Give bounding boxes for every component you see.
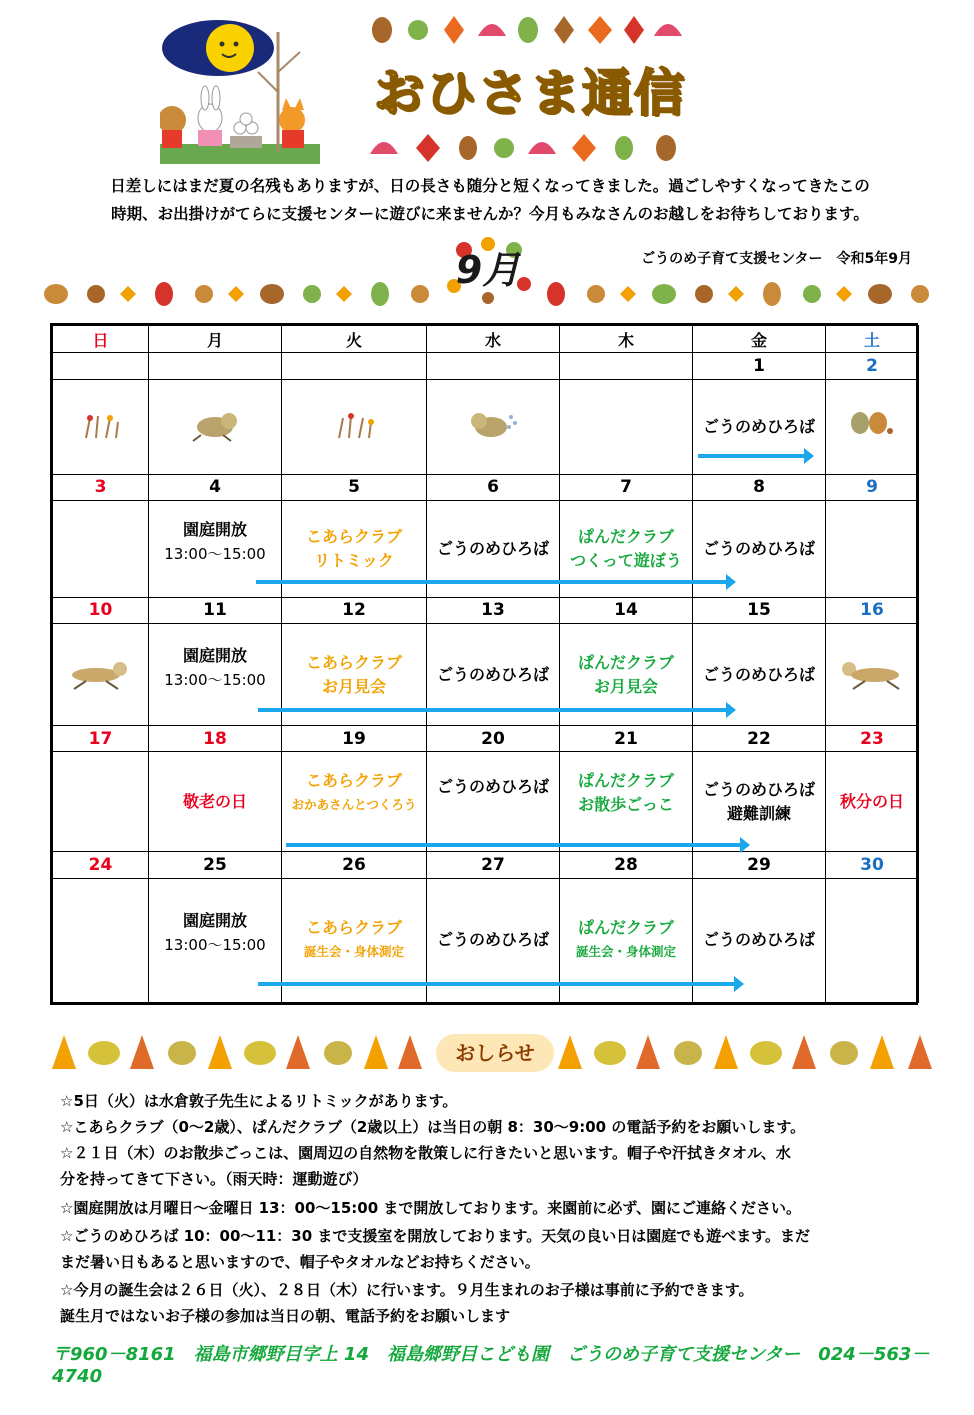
date-cell: 7 [560,474,693,500]
event-text: つくって遊ぼう [570,550,682,570]
notice-line-9: 誕生月ではないお子様の参加は当日の朝、電話予約をお願いします [60,1307,511,1325]
date-cell: 2 [826,353,919,379]
event-text: ごうのめひろば [702,664,815,684]
event-text: こあらクラブ [305,770,402,790]
event-text: おかあさんとつくろう [291,796,417,812]
date-cell: 10 [53,597,149,623]
weekday-tue: 火 [282,326,427,353]
event-cell [53,379,149,474]
event-text: ぱんだクラブ [577,770,674,790]
event-cell [826,379,919,474]
notice-line-7: まだ暑い日もあると思いますので、帽子やタオルなどお持ちください。 [60,1253,540,1271]
event-text: ごうのめひろば [436,930,549,950]
period-arrow-week2 [256,580,730,584]
event-cell [427,752,560,852]
event-text: ぱんだクラブ [577,652,674,672]
date-cell [282,353,427,379]
event-cell [826,878,919,1002]
event-text: ごうのめひろば [702,416,815,436]
event-time: 13:00～15:00 [164,544,266,563]
event-cell [53,624,149,726]
notice-line-5: ☆園庭開放は月曜日～金曜日 13：00～15:00 まで開放しております。来園前に必ず、園にご連絡ください。 [60,1199,801,1217]
acorn-border-right [536,272,936,312]
event-text: ぱんだクラブ [577,918,674,938]
event-cell [282,379,427,474]
date-cell [427,353,560,379]
pampas-grass-icon [76,410,126,440]
event-text: ごうのめひろば [436,776,549,796]
date-cell: 13 [427,597,560,623]
date-cell: 11 [149,597,282,623]
event-text: 園庭開放 [182,911,247,931]
date-cell: 29 [693,852,826,878]
calendar-table [52,325,919,1003]
date-row [53,726,919,752]
event-cell [149,379,282,474]
date-row [53,597,919,623]
weekday-fri: 金 [693,326,826,353]
date-cell: 5 [282,474,427,500]
event-text: こあらクラブ [305,652,402,672]
notice-line-3: ☆２１日（木）のお散歩ごっこは、園周辺の自然物を散策しに行きたいと思います。帽子や汗拭きタオル、水 [60,1144,791,1162]
date-cell: 26 [282,852,427,878]
notice-line-1: ☆5日（火）は水倉敦子先生によるリトミックがあります。 [60,1092,458,1110]
autumn-leaves-decoration-top [368,6,688,50]
event-text: ごうのめひろば [702,538,815,558]
weekday-sat: 土 [826,326,919,353]
month-label: 9月 [455,248,521,292]
event-text: ごうのめひろば [436,538,549,558]
event-text: 避難訓練 [726,803,791,823]
date-cell [149,353,282,379]
date-cell: 1 [693,353,826,379]
date-cell: 19 [282,726,427,752]
weekday-sun: 日 [53,326,149,353]
date-cell: 23 [826,726,919,752]
event-text: こあらクラブ [305,526,402,546]
notice-line-2: ☆こあらクラブ（0～2歳）、ぱんだクラブ（2歳以上）は当日の朝 8：30～9:00 の電話予約をお願いします。 [60,1118,806,1136]
event-cell [53,878,149,1002]
event-text: 園庭開放 [182,519,247,539]
bell-cricket-icon [465,407,521,443]
date-cell: 21 [560,726,693,752]
event-text: ごうのめひろば [702,930,815,950]
intro-line-2: 時期、お出掛けがてらに支援センターに遊びに来ませんか？今月もみなさんのお越しをお待ちしております。 [111,205,869,223]
event-cell [282,752,427,852]
date-row [53,852,919,878]
newsletter-title: おひさま通信 [374,64,686,122]
date-cell: 22 [693,726,826,752]
event-row [53,752,919,852]
event-text: お散歩ごっこ [578,794,674,814]
grasshopper-icon [835,655,909,691]
event-cell [826,624,919,726]
event-cell [560,379,693,474]
weekday-wed: 水 [427,326,560,353]
notice-line-8: ☆今月の誕生会は２６日（火）、２８日（木）に行います。９月生まれのお子様は事前に予約できます。 [60,1281,754,1299]
date-cell: 25 [149,852,282,878]
event-text: 園庭開放 [182,645,247,665]
cricket-icon [187,407,243,443]
period-arrow-week5 [258,982,738,986]
date-cell: 12 [282,597,427,623]
event-cell [826,500,919,597]
event-cell [149,752,282,852]
event-cell [427,379,560,474]
date-cell: 20 [427,726,560,752]
event-row [53,379,919,474]
event-cell [560,752,693,852]
pampas-grass-icon [329,410,379,440]
notice-line-4: 分を持ってきて下さい。（雨天時：運動遊び） [60,1170,368,1188]
date-cell: 27 [427,852,560,878]
autumn-leaves-decoration-bottom [368,128,688,168]
date-cell [53,353,149,379]
date-cell: 8 [693,474,826,500]
event-cell [826,752,919,852]
event-text: こあらクラブ [305,918,402,938]
date-cell: 28 [560,852,693,878]
grasshopper-icon [66,655,136,691]
date-cell: 6 [427,474,560,500]
event-text: リトミック [314,550,394,570]
acorn-border-left [40,272,440,312]
event-cell [693,752,826,852]
period-arrow-week1 [698,454,808,458]
holiday-text: 敬老の日 [182,791,247,811]
center-info: ごうのめ子育て支援センター 令和5年9月 [641,251,912,267]
intro-line-1: 日差しにはまだ夏の名残もありますが、日の長さも随分と短くなってきました。過ごしやすくなってきたこの [110,177,870,195]
event-cell [53,752,149,852]
period-arrow-week3 [258,708,730,712]
event-text: お月見会 [321,676,386,696]
weekday-thu: 木 [560,326,693,353]
event-text: ごうのめひろば [436,664,549,684]
date-cell: 18 [149,726,282,752]
event-text: ごうのめひろば [702,779,815,799]
date-cell: 9 [826,474,919,500]
date-cell: 16 [826,597,919,623]
event-time: 13:00～15:00 [164,670,266,689]
weekday-header-row [53,326,919,353]
weekday-mon: 月 [149,326,282,353]
notice-label: おしらせ [436,1034,554,1072]
date-cell: 4 [149,474,282,500]
event-text: 誕生会・身体測定 [303,944,404,960]
event-text: 誕生会・身体測定 [575,944,676,960]
date-row [53,474,919,500]
date-cell: 14 [560,597,693,623]
event-cell [53,500,149,597]
event-text: ぱんだクラブ [577,526,674,546]
date-cell: 15 [693,597,826,623]
date-row [53,353,919,379]
period-arrow-week4 [286,843,744,847]
event-time: 13:00～15:00 [164,936,266,955]
holiday-text: 秋分の日 [839,791,904,811]
mushroom-trees-icon [848,409,896,441]
date-cell: 3 [53,474,149,500]
moon-animals-illustration [160,12,320,164]
date-cell [560,353,693,379]
date-cell: 17 [53,726,149,752]
date-cell: 24 [53,852,149,878]
footer-address: 〒960－8161 福島市郷野目字上 14 福島郷野目こども園 ごうのめ子育て支援センター 024－563－4740 [52,1344,930,1387]
notice-line-6: ☆ごうのめひろば 10：00～11：30 まで支援室を開放しております。天気の良い日は園庭でも遊べます。まだ [60,1227,810,1245]
date-cell: 30 [826,852,919,878]
event-text: お月見会 [593,676,658,696]
calendar [50,323,918,1005]
